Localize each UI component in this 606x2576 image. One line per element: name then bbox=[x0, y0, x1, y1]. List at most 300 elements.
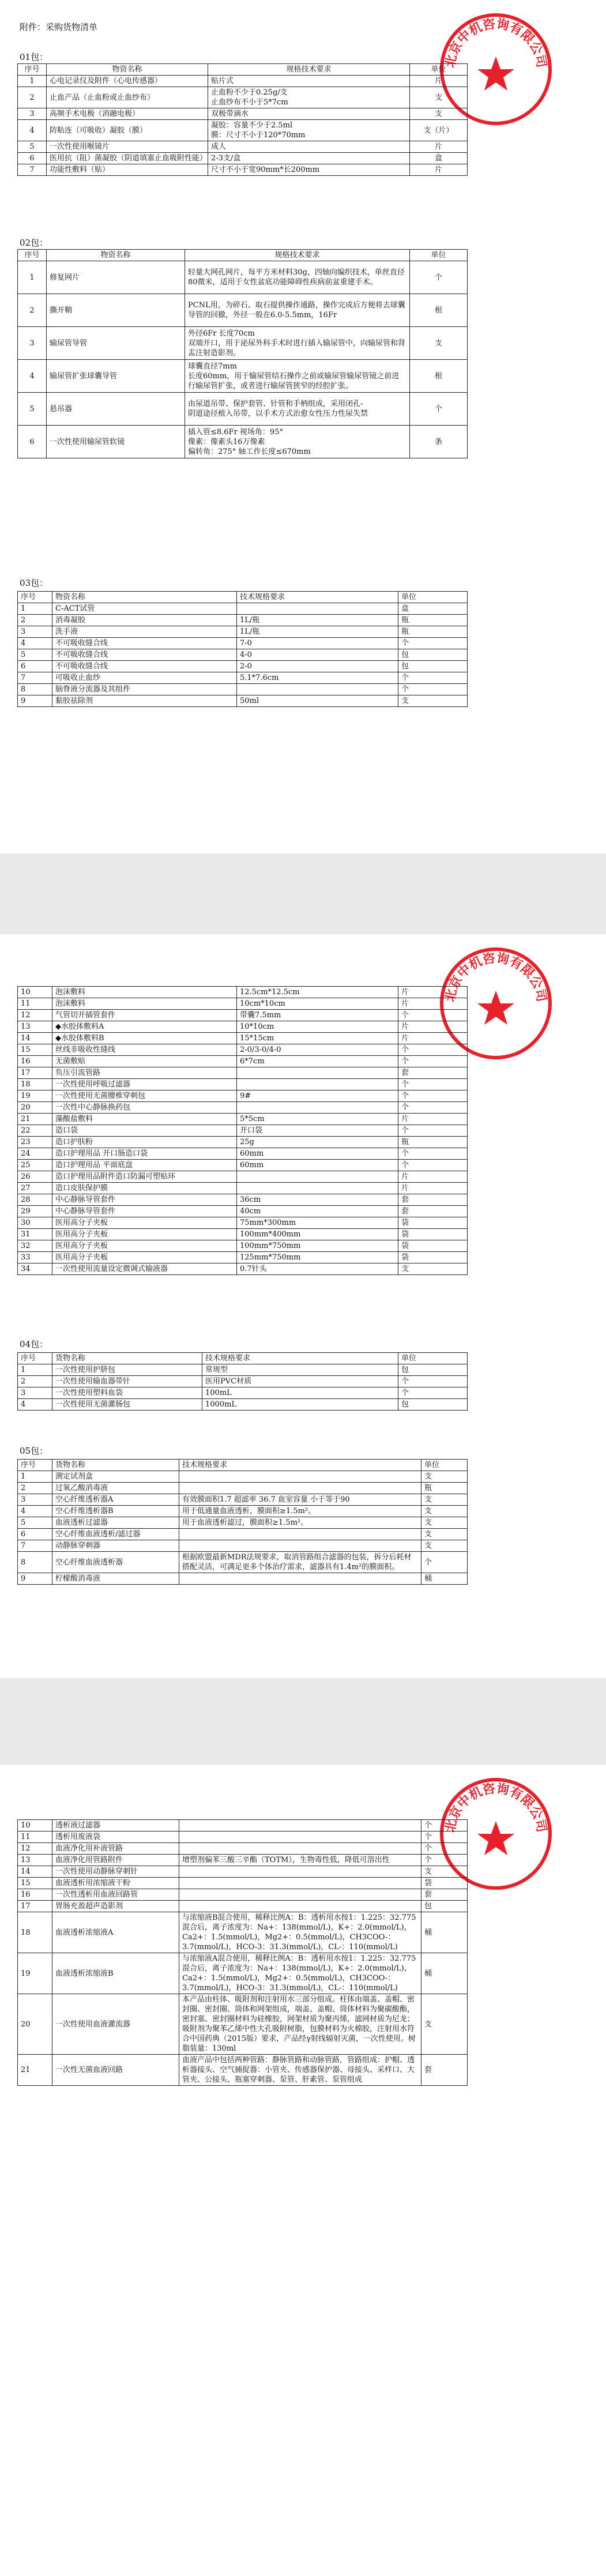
table-row bbox=[18, 1529, 468, 1540]
header-cell: 单位 bbox=[421, 1460, 468, 1471]
table-cell: 6 bbox=[18, 426, 47, 458]
table-cell: 7-0 bbox=[237, 638, 398, 649]
table-cell: 造口护理用品 平面底盘 bbox=[52, 1160, 237, 1171]
table-cell bbox=[179, 1540, 421, 1552]
header-cell: 单位 bbox=[410, 64, 468, 76]
table-cell: 60mm bbox=[237, 1148, 398, 1160]
table-group-05 bbox=[17, 1459, 468, 1585]
table-cell bbox=[179, 1866, 421, 1878]
table-cell: 输尿管扩张球囊导管 bbox=[47, 360, 185, 393]
table-cell: 17 bbox=[18, 1067, 52, 1079]
table-row bbox=[18, 1953, 468, 1994]
table-cell: 支 bbox=[410, 327, 468, 360]
table-cell: 2 bbox=[18, 615, 52, 626]
table-row bbox=[18, 1387, 468, 1399]
table-cell: 4 bbox=[18, 1399, 52, 1411]
table-cell: 轻量大网孔网片，每平方米材料30g，四轴向编织技术，单丝直径80微米，适用于女性盆底功能障碍性疾病前盆重建手术。 bbox=[185, 261, 410, 294]
header-cell: 单位 bbox=[398, 592, 468, 603]
table-cell: 个 bbox=[398, 672, 468, 684]
table-cell: 一次性使用护脐包 bbox=[52, 1364, 202, 1376]
table-cell: 球囊直径7mm 长度60mm，用于输尿管结石操作之前或输尿管输尿管镜之前进行输尿管扩张，或者进行输尿管狭窄的经腔扩张。 bbox=[185, 360, 410, 393]
table-cell: 15 bbox=[18, 1878, 52, 1889]
table-row bbox=[18, 672, 468, 684]
table-header bbox=[18, 1353, 468, 1364]
table-cell: 片 bbox=[410, 164, 468, 176]
table-cell: 28 bbox=[18, 1194, 52, 1206]
table-cell: 泡沫敷料 bbox=[52, 987, 237, 998]
table-cell: 7 bbox=[18, 672, 52, 684]
table-cell: 10 bbox=[18, 987, 52, 998]
table-cell: 黏胶祛除剂 bbox=[52, 695, 237, 707]
table-row bbox=[18, 998, 468, 1010]
header-cell: 技术规格要求 bbox=[179, 1460, 421, 1471]
table-cell: 不可吸收缝合线 bbox=[52, 649, 237, 661]
table-row bbox=[18, 1206, 468, 1217]
table-cell: 尺寸不小于宽90mm*长200mm bbox=[208, 164, 410, 176]
table-cell: 125mm*750mm bbox=[237, 1252, 398, 1263]
page-separator bbox=[0, 853, 606, 934]
table-cell: 血液净化用补液管路 bbox=[52, 1843, 179, 1855]
table-cell bbox=[179, 1573, 421, 1585]
table-row bbox=[18, 1483, 468, 1494]
table-cell: 5 bbox=[18, 1517, 52, 1529]
table-cell: 2 bbox=[18, 1376, 52, 1387]
table-cell: 增塑剂偏苯三酸三辛酯（TOTM），生物毒性低，降低可溶出性 bbox=[179, 1855, 421, 1866]
table-row bbox=[18, 1194, 468, 1206]
table-cell: 用于低通量血液透析，膜面积≥1.5m²。 bbox=[179, 1506, 421, 1517]
table-cell: 片 bbox=[410, 141, 468, 153]
table-cell: 测定试剂盒 bbox=[52, 1471, 179, 1483]
table-row bbox=[18, 1912, 468, 1953]
table-cell: 18 bbox=[18, 1912, 52, 1953]
table-cell: 袋 bbox=[398, 1229, 468, 1240]
table-cell: 根 bbox=[410, 294, 468, 327]
table-body bbox=[18, 1364, 468, 1411]
table-cell: 血液透析过滤器 bbox=[52, 1517, 179, 1529]
table-body bbox=[18, 987, 468, 1275]
table-row bbox=[18, 1866, 468, 1878]
table-row bbox=[18, 1471, 468, 1483]
table-cell: 个 bbox=[398, 1160, 468, 1171]
table-cell bbox=[179, 1878, 421, 1889]
table-cell bbox=[179, 1483, 421, 1494]
table-cell: 60mm bbox=[237, 1160, 398, 1171]
table-cell: 止血粉不少于0.25g/支 止血纱布不小于5*7cm bbox=[208, 87, 410, 108]
table-cell: 个 bbox=[398, 1376, 468, 1387]
table-cell: 片 bbox=[398, 987, 468, 998]
table-row bbox=[18, 141, 468, 153]
table-row bbox=[18, 261, 468, 294]
table-cell: 19 bbox=[18, 1953, 52, 1994]
table-row bbox=[18, 1843, 468, 1855]
table-cell: 藻酸盐敷料 bbox=[52, 1114, 237, 1125]
group-04-label: 04包： bbox=[20, 1339, 48, 1349]
table-row bbox=[18, 1010, 468, 1021]
table-cell: 造口皮肤保护膜 bbox=[52, 1183, 237, 1194]
page-1 bbox=[0, 0, 606, 853]
table-cell: 动静脉穿刺器 bbox=[52, 1540, 179, 1552]
table-cell: 洗手液 bbox=[52, 626, 237, 638]
table-cell: 10cm*10cm bbox=[237, 998, 398, 1010]
table-cell: 2 bbox=[18, 87, 47, 108]
table-row bbox=[18, 120, 468, 141]
table-cell: 4 bbox=[18, 360, 47, 393]
table-cell: 4-0 bbox=[237, 649, 398, 661]
table-cell: 13 bbox=[18, 1021, 52, 1033]
table-row bbox=[18, 1137, 468, 1148]
table-cell bbox=[179, 1901, 421, 1912]
table-cell: 包 bbox=[398, 661, 468, 672]
table-row bbox=[18, 615, 468, 626]
table-cell: 100mm*750mm bbox=[237, 1240, 398, 1252]
table-cell: 一次性中心静脉换药包 bbox=[52, 1102, 237, 1114]
table-body bbox=[18, 261, 468, 458]
table-cell: 片 bbox=[398, 1114, 468, 1125]
table-cell: 医用抗（阻）菌凝胶（阴道填塞止血吸附性能） bbox=[47, 153, 208, 164]
table-cell: 支 bbox=[421, 1494, 468, 1506]
table-row bbox=[18, 360, 468, 393]
table-cell: 个 bbox=[398, 1387, 468, 1399]
table-cell: 袋 bbox=[398, 1217, 468, 1229]
table-row bbox=[18, 1021, 468, 1033]
table-cell: 个 bbox=[398, 1148, 468, 1160]
table-cell: 个 bbox=[410, 393, 468, 426]
table-cell: 盒 bbox=[410, 153, 468, 164]
table-cell: 空心纤维透析器B bbox=[52, 1506, 179, 1517]
header-cell: 序号 bbox=[18, 592, 52, 603]
table-row bbox=[18, 1252, 468, 1263]
table-cell: 外径6Fr 长度70cm 双端开口，用于泌尿外科手术时进行插入输尿管中，向输尿管和肾盂注射造影剂。 bbox=[185, 327, 410, 360]
table-cell: 5 bbox=[18, 649, 52, 661]
table-cell: 5.1*7.6cm bbox=[237, 672, 398, 684]
table-cell: 支 bbox=[421, 1866, 468, 1878]
table-cell: 4 bbox=[18, 1506, 52, 1517]
table-cell: 个 bbox=[398, 638, 468, 649]
table-row bbox=[18, 1240, 468, 1252]
table-cell: 带囊7.5mm bbox=[237, 1010, 398, 1021]
table-cell: 3 bbox=[18, 108, 47, 120]
table-cell: 个 bbox=[410, 261, 468, 294]
table-cell: 插入管≤8.6Fr 视场角：95° 像素：像素头16万像素 偏转角：275° 轴工作长度≤670mm bbox=[185, 426, 410, 458]
table-cell: ◆水胶体敷料B bbox=[52, 1033, 237, 1044]
table-row bbox=[18, 638, 468, 649]
table-cell: 套 bbox=[421, 1889, 468, 1901]
table-cell: 瓶 bbox=[421, 1483, 468, 1494]
table-row bbox=[18, 87, 468, 108]
header-cell: 序号 bbox=[18, 1460, 52, 1471]
table-cell: 功能性敷料（贴） bbox=[47, 164, 208, 176]
table-cell bbox=[237, 1079, 398, 1090]
table-cell: 支 bbox=[410, 108, 468, 120]
table-cell: 一次性使用塑料血袋 bbox=[52, 1387, 202, 1399]
table-cell: 21 bbox=[18, 1114, 52, 1125]
table-row bbox=[18, 2055, 468, 2086]
table-cell: 不可吸收缝合线 bbox=[52, 661, 237, 672]
table-cell: 2 bbox=[18, 294, 47, 327]
table-row bbox=[18, 1125, 468, 1137]
table-row bbox=[18, 1540, 468, 1552]
table-cell: 一次性使用喉镜片 bbox=[47, 141, 208, 153]
page-2 bbox=[0, 934, 606, 1678]
table-cell: 10 bbox=[18, 1820, 52, 1832]
table-cell: 透析用废液袋 bbox=[52, 1832, 179, 1843]
table-row bbox=[18, 1399, 468, 1411]
table-header bbox=[18, 1460, 468, 1471]
table-cell: 袋 bbox=[398, 1240, 468, 1252]
table-cell: 1 bbox=[18, 603, 52, 615]
table-cell: 个 bbox=[421, 1820, 468, 1832]
table-cell: 包 bbox=[398, 1364, 468, 1376]
table-cell: 7 bbox=[18, 164, 47, 176]
table-row bbox=[18, 1494, 468, 1506]
table-row bbox=[18, 1090, 468, 1102]
table-cell: 片 bbox=[398, 1171, 468, 1183]
table-cell: 36cm bbox=[237, 1194, 398, 1206]
table-cell: 套 bbox=[398, 1206, 468, 1217]
table-cell: 医用高分子夹板 bbox=[52, 1229, 237, 1240]
table-cell bbox=[237, 603, 398, 615]
table-cell: 片 bbox=[398, 1021, 468, 1033]
table-row bbox=[18, 1114, 468, 1125]
table-cell: 1 bbox=[18, 76, 47, 87]
table-cell: 一次性使用输尿管软镜 bbox=[47, 426, 185, 458]
table-cell: 心电记录仪及附件（心电传感器） bbox=[47, 76, 208, 87]
page-3 bbox=[0, 1765, 606, 2576]
table-row bbox=[18, 426, 468, 458]
table-cell: 9 bbox=[18, 1573, 52, 1585]
table-cell: 9 bbox=[18, 695, 52, 707]
table-cell: 本产品由柱体、吸附剂和注射用水三部分组成。柱体由端盖、盖帽、密封圈、密封圈、筒体和网架组成，端盖、盖帽、筒体材料为聚碳酸酯，密封塞、密封圈材料为硅橡胶，网架材质为聚丙烯，滤网材质为尼龙；吸附剂为聚苯乙烯中性大孔吸附树脂，包膜材料为火棉胶，注射用水符合中国药典（2015版）要求，产品经γ射线辐射灭菌，一次性使用。树脂装量：130ml bbox=[179, 1994, 421, 2055]
table-header bbox=[18, 592, 468, 603]
table-cell: 桶 bbox=[421, 1912, 468, 1953]
table-row bbox=[18, 1573, 468, 1585]
table-body bbox=[18, 603, 468, 707]
table-cell: 无菌敷贴 bbox=[52, 1056, 237, 1067]
header-cell: 技术规格要求 bbox=[237, 592, 398, 603]
table-cell: 0.7针头 bbox=[237, 1263, 398, 1275]
table-cell: 瓶 bbox=[398, 1137, 468, 1148]
table-cell bbox=[179, 1820, 421, 1832]
table-cell: 2 bbox=[18, 1483, 52, 1494]
table-cell: 常规型 bbox=[202, 1364, 398, 1376]
table-cell: 中心静脉导管套件 bbox=[52, 1206, 237, 1217]
table-cell: 片 bbox=[410, 76, 468, 87]
table-cell: 一次性使用动静脉穿刺针 bbox=[52, 1866, 179, 1878]
table-row bbox=[18, 1901, 468, 1912]
table-cell: 个 bbox=[398, 1056, 468, 1067]
header-cell: 货物名称 bbox=[52, 1460, 179, 1471]
table-cell: 支 bbox=[398, 695, 468, 707]
page-separator bbox=[0, 1678, 606, 1765]
table-cell: 有效膜面积1.7 超滤率 36.7 血室容量 小于等于90 bbox=[179, 1494, 421, 1506]
table-cell: 15 bbox=[18, 1044, 52, 1056]
group-01-label: 01包： bbox=[20, 52, 48, 62]
table-cell: 5 bbox=[18, 141, 47, 153]
table-cell: 3 bbox=[18, 327, 47, 360]
table-cell: 1 bbox=[18, 1471, 52, 1483]
table-row bbox=[18, 393, 468, 426]
document-title: 附件：采购货物清单 bbox=[20, 22, 98, 32]
header-cell: 物资名称 bbox=[47, 250, 185, 261]
table-cell: 血液透析浓缩液A bbox=[52, 1912, 179, 1953]
table-cell: 造口护理用品 开口肠造口袋 bbox=[52, 1148, 237, 1160]
group-05-label: 05包： bbox=[20, 1446, 48, 1456]
table-row bbox=[18, 1376, 468, 1387]
table-cell: 12.5cm*12.5cm bbox=[237, 987, 398, 998]
header-cell: 单位 bbox=[410, 250, 468, 261]
table-cell: 包 bbox=[398, 1399, 468, 1411]
table-cell: 27 bbox=[18, 1183, 52, 1194]
table-cell: 3 bbox=[18, 626, 52, 638]
table-cell: 个 bbox=[398, 684, 468, 695]
table-cell bbox=[237, 684, 398, 695]
table-cell: 血液产品中包括两种管路：静脉管路和动脉管路，管路组成：护帽、透析器接头、空气捕捉器：小管夹、传感器保护器、母接头、采样口、大管夹、公接头、瓶塞穿刺器、泵管、肝素管、泵管组成 bbox=[179, 2055, 421, 2086]
table-cell: 22 bbox=[18, 1125, 52, 1137]
table-cell: 个 bbox=[421, 1843, 468, 1855]
table-header bbox=[18, 250, 468, 261]
table-cell: 一次性使用无菌灌肠包 bbox=[52, 1399, 202, 1411]
table-cell: 18 bbox=[18, 1079, 52, 1090]
header-cell: 序号 bbox=[18, 1353, 52, 1364]
table-cell: 由尿道吊带、保护套管、针管和手柄组成，采用闭孔- 阴道途径植入吊带，以手术方式治愈女性压力性尿失禁 bbox=[185, 393, 410, 426]
table-row bbox=[18, 1056, 468, 1067]
table-cell: 11 bbox=[18, 1832, 52, 1843]
table-cell: 12 bbox=[18, 1843, 52, 1855]
table-cell: 盒 bbox=[398, 603, 468, 615]
table-cell bbox=[179, 1529, 421, 1540]
table-group-03-continued bbox=[17, 986, 468, 1275]
table-row bbox=[18, 294, 468, 327]
table-cell: 贴片式 bbox=[208, 76, 410, 87]
table-cell: 20 bbox=[18, 1102, 52, 1114]
table-cell: 2-3支/盒 bbox=[208, 153, 410, 164]
table-cell: 29 bbox=[18, 1206, 52, 1217]
table-cell: 支 bbox=[421, 1517, 468, 1529]
table-cell: 50ml bbox=[237, 695, 398, 707]
table-cell: 16 bbox=[18, 1889, 52, 1901]
table-cell: 20 bbox=[18, 1994, 52, 2055]
table-cell: 2-0/3-0/4-0 bbox=[237, 1044, 398, 1056]
group-03-label: 03包： bbox=[20, 578, 48, 588]
table-row bbox=[18, 1889, 468, 1901]
table-row bbox=[18, 1183, 468, 1194]
table-row bbox=[18, 1263, 468, 1275]
table-cell: 与浓缩液B混合使用，稀释比例A：B：透析用水按1：1.225：32.775混合后，离子浓度为：Na+：138(mmol/L)，K+：2.0(mmol/L)，Ca2+：1.5(mmol/L)，Mg2+：0.5(mmol/L)，CH3COO-：3.7(mmol/L)，HCO-3：31.3(mmol/L)，CL-：110(mmol/L) bbox=[179, 1912, 421, 1953]
table-cell: 个 bbox=[421, 1832, 468, 1843]
table-cell: 个 bbox=[398, 1079, 468, 1090]
table-cell: 片 bbox=[398, 1033, 468, 1044]
table-row bbox=[18, 603, 468, 615]
table-cell: 1L/瓶 bbox=[237, 626, 398, 638]
table-cell bbox=[237, 1183, 398, 1194]
table-cell: 100mm*400mm bbox=[237, 1229, 398, 1240]
header-cell: 技术规格要求 bbox=[202, 1353, 398, 1364]
table-body bbox=[18, 1471, 468, 1585]
table-row bbox=[18, 649, 468, 661]
table-group-04 bbox=[17, 1352, 468, 1411]
table-cell bbox=[179, 1889, 421, 1901]
table-cell: 血液透析用浓缩液干粉 bbox=[52, 1878, 179, 1889]
table-cell: 条 bbox=[410, 426, 468, 458]
table-header bbox=[18, 64, 468, 76]
header-cell: 单位 bbox=[398, 1353, 468, 1364]
table-row bbox=[18, 1148, 468, 1160]
table-cell: 2-0 bbox=[237, 661, 398, 672]
table-cell: 8 bbox=[18, 684, 52, 695]
table-cell: 瓶 bbox=[398, 626, 468, 638]
table-row bbox=[18, 1552, 468, 1573]
table-cell: 1L/瓶 bbox=[237, 615, 398, 626]
table-cell: 个 bbox=[421, 1552, 468, 1573]
header-cell: 物资名称 bbox=[47, 64, 208, 76]
group-02-label: 02包： bbox=[20, 238, 48, 248]
table-cell: 凝胶：容量不少于2.5ml 膜：尺寸不小于120*70mm bbox=[208, 120, 410, 141]
table-cell: 空心纤维透析器A bbox=[52, 1494, 179, 1506]
table-cell: 与浓缩液A混合使用，稀释比例A：B：透析用水按1：1.225：32.775混合后，离子浓度为：Na+：138(mmol/L)，K+：2.0(mmol/L)，Ca2+：1.5(mmol/L)，Mg2+：0.5(mmol/L)，CH3COO-：3.7(mmol/L)，HCO-3：31.3(mmol/L)，CL-：110(mmol/L) bbox=[179, 1953, 421, 1994]
table-cell: 100mL bbox=[202, 1387, 398, 1399]
table-cell: 4 bbox=[18, 120, 47, 141]
table-cell: 医用高分子夹板 bbox=[52, 1217, 237, 1229]
table-cell: 脑脊液分流器及其组件 bbox=[52, 684, 237, 695]
header-cell: 规格技术要求 bbox=[185, 250, 410, 261]
table-row bbox=[18, 987, 468, 998]
table-cell: 个 bbox=[398, 1010, 468, 1021]
table-cell: 输尿管导管 bbox=[47, 327, 185, 360]
table-cell bbox=[179, 1843, 421, 1855]
table-cell: 用于血液透析滤过，膜面积≥1.5m²。 bbox=[179, 1517, 421, 1529]
table-cell: 个 bbox=[398, 1090, 468, 1102]
table-cell: 负压引流管路 bbox=[52, 1067, 237, 1079]
table-cell: 11 bbox=[18, 998, 52, 1010]
table-cell: 个 bbox=[398, 1125, 468, 1137]
table-row bbox=[18, 1033, 468, 1044]
table-row bbox=[18, 1217, 468, 1229]
table-cell: 17 bbox=[18, 1901, 52, 1912]
table-cell: 6*7cm bbox=[237, 1056, 398, 1067]
table-cell: 片 bbox=[398, 1183, 468, 1194]
table-cell: 桶 bbox=[421, 1573, 468, 1585]
table-cell: 支 bbox=[421, 1471, 468, 1483]
table-cell: 21 bbox=[18, 2055, 52, 2086]
table-cell: 套 bbox=[398, 1194, 468, 1206]
table-row bbox=[18, 153, 468, 164]
table-cell: 19 bbox=[18, 1090, 52, 1102]
table-cell: 丝线非吸收性缝线 bbox=[52, 1044, 237, 1056]
table-cell: 1000mL bbox=[202, 1399, 398, 1411]
table-cell: 12 bbox=[18, 1010, 52, 1021]
table-cell: 30 bbox=[18, 1217, 52, 1229]
table-cell: 支 bbox=[410, 87, 468, 108]
table-cell: 75mm*300mm bbox=[237, 1217, 398, 1229]
table-cell: 8 bbox=[18, 1552, 52, 1573]
table-cell: 袋 bbox=[421, 1878, 468, 1889]
table-row bbox=[18, 1517, 468, 1529]
table-cell: 根据欧盟最新MDR法规要求，取消管路组合滤器的包装，拆分后耗材搭配灵活，可满足更多个体治疗需求，滤器具有1.4m²的膜面积。 bbox=[179, 1552, 421, 1573]
table-row bbox=[18, 76, 468, 87]
table-cell: 26 bbox=[18, 1171, 52, 1183]
table-cell: 15*15cm bbox=[237, 1033, 398, 1044]
table-cell: 一次性使用呼吸过滤器 bbox=[52, 1079, 237, 1090]
table-cell bbox=[237, 1067, 398, 1079]
table-cell: 修复网片 bbox=[47, 261, 185, 294]
table-cell: 32 bbox=[18, 1240, 52, 1252]
table-cell: 不可吸收缝合线 bbox=[52, 638, 237, 649]
table-cell: 透析液过滤器 bbox=[52, 1820, 179, 1832]
table-cell: 1 bbox=[18, 1364, 52, 1376]
table-row bbox=[18, 327, 468, 360]
table-cell: 6 bbox=[18, 661, 52, 672]
table-cell: 支 bbox=[421, 1506, 468, 1517]
